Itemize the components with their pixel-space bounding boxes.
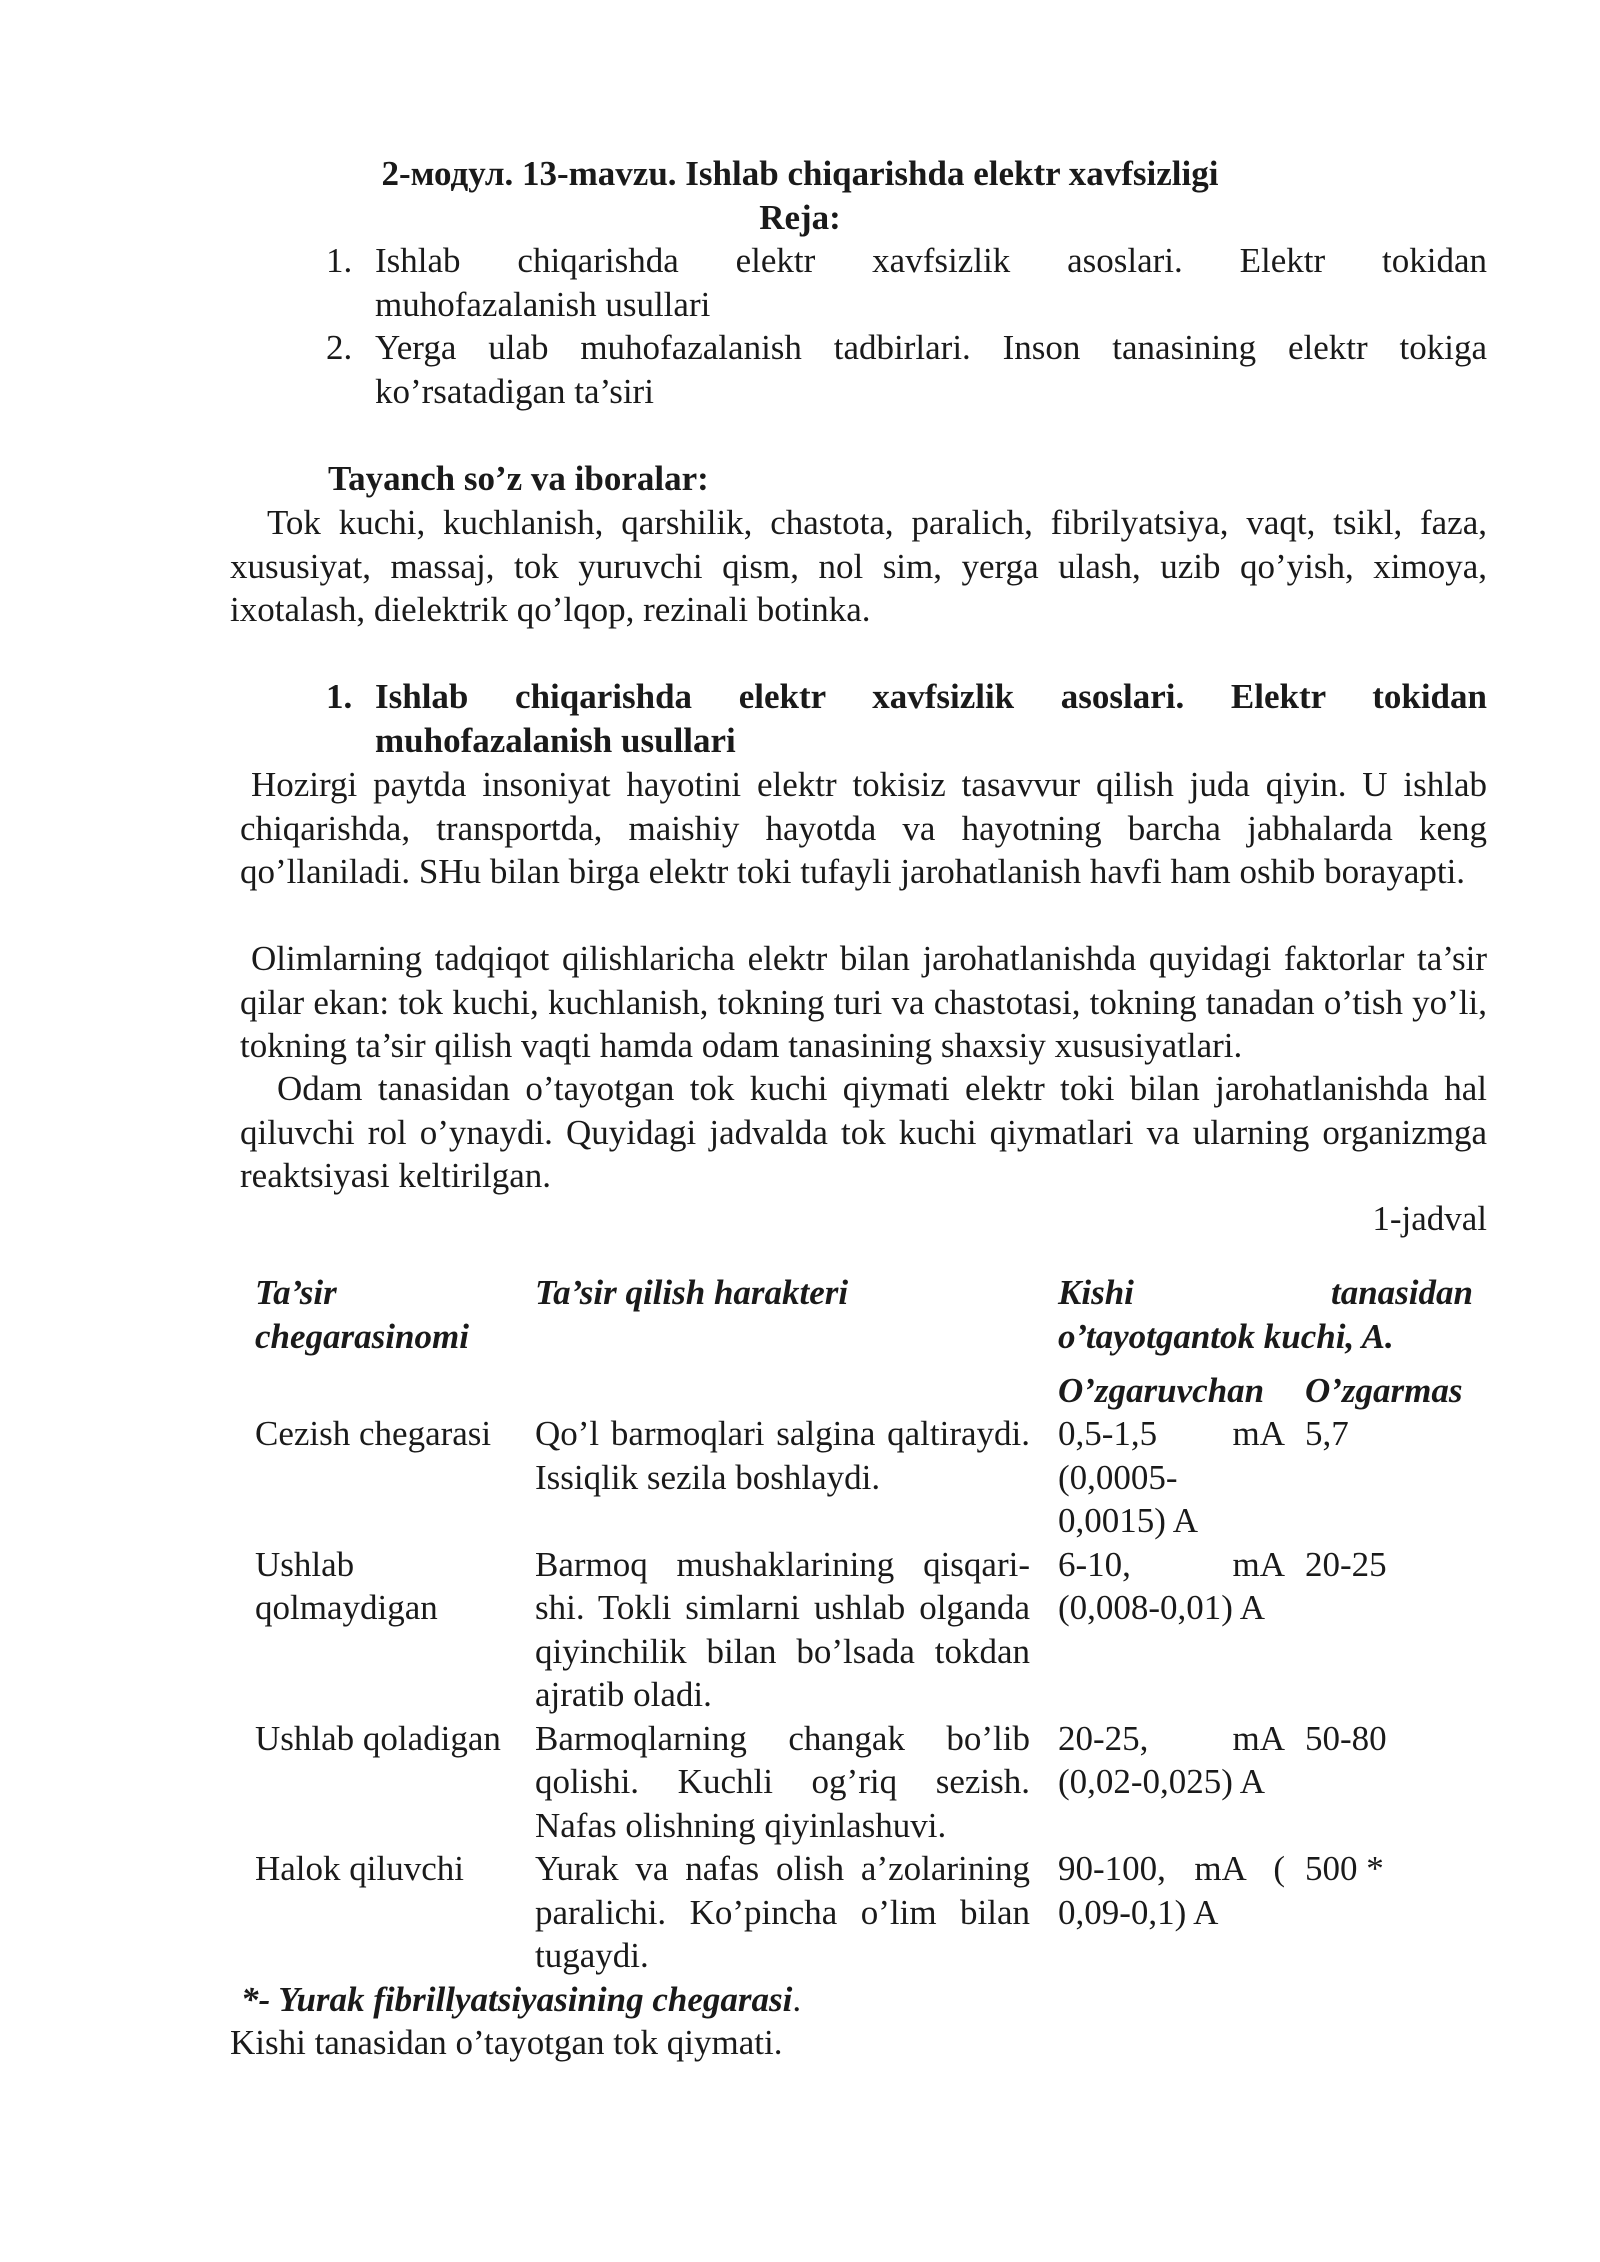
cell-ac-current: 6-10, mA (0,008-0,01) A: [1058, 1544, 1285, 1627]
header-direct: O’zgarmas: [1305, 1370, 1463, 1410]
header-alternating: O’zgaruvchan: [1058, 1370, 1265, 1410]
plan-list: [326, 239, 1487, 413]
footnote-period: .: [792, 1980, 802, 2019]
section-heading-line: muhofazalanish usullari: [375, 720, 736, 760]
plan-item-line: ko’rsatadigan ta’siri: [375, 371, 654, 411]
header-effect: Ta’sir qilish harakteri: [535, 1273, 849, 1312]
cell-effect: Barmoq mushaklarining qisqari-shi. Tokli simlarni ushlab olganda qiyinchilik bilan bo’lsada tokdan ajratib oladi.: [535, 1544, 1030, 1714]
paragraph: Olimlarning tadqiqot qilishlaricha elektr bilan jarohatlanishda quyidagi faktorlar ta’sir qilar ekan: tok kuchi, kuchlanish, tokning turi va chastotasi, tokning tanadan o’tish yo’li, tokning ta’sir qilish vaqti hamda odam tanasining shaxsiy xususiyatlari.: [240, 939, 1487, 1065]
section-heading: [326, 675, 1487, 762]
cell-dc-current: 5,7: [1305, 1414, 1349, 1453]
current-effects-table: [241, 1271, 1487, 1978]
cell-ac-current: 90-100, mA ( 0,09-0,1) A: [1058, 1849, 1285, 1932]
plan-item-line: Yerga ulab muhofazalanish tadbirlari. Inson tanasining elektr tokiga: [375, 328, 1487, 367]
keywords-text: Tok kuchi, kuchlanish, qarshilik, chastota, paralich, fibrilyatsiya, vaqt, tsikl, faza, xususiyat, massaj, tok yuruvchi qism, nol sim, yerga ulash, uzib qo’yish, ximoya, ixotalash, dielektrik qo’lqop, rezinali botinka.: [230, 503, 1487, 629]
section-heading-line: Ishlab chiqarishda elektr xavfsizlik asoslari. Elektr tokidan: [375, 677, 1487, 716]
cell-threshold: Ushlab qoladigan: [255, 1718, 501, 1758]
cell-threshold: Cezish chegarasi: [255, 1414, 492, 1453]
plan-item: [326, 326, 1487, 413]
table-subheader-row: [241, 1358, 1487, 1412]
table-caption: 1-jadval: [1372, 1199, 1487, 1238]
empty-cell: [241, 1358, 521, 1412]
page-title: 2-модул. 13-mavzu. Ishlab chiqarishda elektr xavfsizligi: [381, 154, 1219, 193]
plan-heading: Reja:: [759, 198, 841, 237]
table-row: [241, 1412, 1487, 1543]
table-row: [241, 1847, 1487, 1978]
paragraph: Hozirgi paytda insoniyat hayotini elektr tokisiz tasavvur qilish juda qiyin. U ishlab chiqarishda, transportda, maishiy hayotda va hayotning barcha jabhalarda keng qo’llaniladi. SHu bilan birga elektr toki tufayli jarohatlanish havfi ham oshib borayapti.: [240, 765, 1487, 891]
paragraph: Odam tanasidan o’tayotgan tok kuchi qiymati elektr toki bilan jarohatlanishda hal qiluvchi rol o’ynaydi. Quyidagi jadvalda tok kuchi qiymatlari va ularning organizmga reaktsiyasi keltirilgan.: [240, 1069, 1487, 1195]
cell-ac-current: 20-25, mA (0,02-0,025) A: [1058, 1718, 1285, 1801]
cell-dc-current: 500 *: [1305, 1849, 1384, 1888]
table-header-row: [241, 1271, 1487, 1358]
cell-threshold: Ushlab qolmaydigan: [255, 1544, 438, 1627]
closing-line: Kishi tanasidan o’tayotgan tok qiymati.: [230, 2023, 783, 2062]
cell-ac-current: 0,5-1,5 mA (0,0005-0,0015) A: [1058, 1414, 1285, 1540]
table-row: [241, 1543, 1487, 1717]
section-number: 1.: [326, 677, 353, 716]
cell-effect: Qo’l barmoqlari salgina qaltiraydi. Issiqlik sezila boshlaydi.: [535, 1414, 1030, 1497]
plan-item-number: 2.: [326, 328, 353, 367]
cell-effect: Barmoqlarning changak bo’lib qolishi. Kuchli og’riq sezish. Nafas olishning qiyinlashuvi.: [535, 1718, 1030, 1845]
cell-effect: Yurak va nafas olish a’zolarining paralichi. Ko’pincha o’lim bilan tugaydi.: [535, 1849, 1030, 1975]
cell-dc-current: 50-80: [1305, 1718, 1387, 1758]
empty-cell: [521, 1358, 1044, 1412]
table-row: [241, 1717, 1487, 1848]
table-footnote: [241, 1978, 801, 2022]
cell-dc-current: 20-25: [1305, 1544, 1387, 1584]
header-current: Kishi tanasidan o’tayotgantok kuchi, A.: [1058, 1273, 1473, 1356]
cell-threshold: Halok qiluvchi: [255, 1849, 464, 1888]
plan-item-line: Ishlab chiqarishda elektr xavfsizlik asoslari. Elektr tokidan: [375, 241, 1487, 280]
plan-item-number: 1.: [326, 241, 353, 280]
header-threshold: Ta’sir chegarasinomi: [255, 1273, 469, 1356]
plan-item-line: muhofazalanish usullari: [375, 284, 711, 324]
keywords-heading: Tayanch so’z va iboralar:: [328, 459, 709, 498]
footnote-text: *- Yurak fibrillyatsiyasining chegarasi: [241, 1980, 793, 2019]
plan-item: [326, 239, 1487, 326]
